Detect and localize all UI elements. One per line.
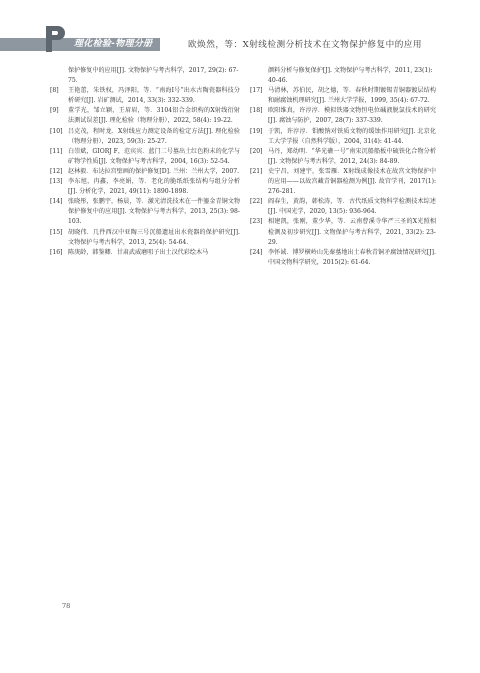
- reference-item: [8] 王艳蕾，朱铁权，冯泽阳，等．“南海Ⅰ号”出水古陶瓷器科技分析研究[J]. 岩矿测试，2014, 33(3): 332-339.: [50, 87, 240, 105]
- reference-item: [15] 胡晓伟．几件西汉中亚陶三号沉船遗址出水瓷器的保护研究[J]. 文物保护与考古科学，2013, 25(4): 54-64.: [50, 228, 240, 246]
- journal-logo-icon: [44, 26, 68, 52]
- running-title: 欧焕然，等：X射线检测分析技术在文物保护修复中的应用: [188, 40, 422, 50]
- reference-item: [14] 张晓彤，张鹏宇，杨晨，等．激光清洗技术在一件鎏金青铜文物保护修复中的应用[J]. 文物保护与考古科学，2013, 25(3): 98-103.: [50, 198, 240, 226]
- reference-item: [11] 白崇斌，GIORJ F，范宾宾．蓝门二号墓出土红色粉末的化学与矿物学性质[J]. 文物保护与考古科学，2004, 16(3): 52-54.: [50, 147, 240, 165]
- journal-logo-text: 理化检验-物理分册: [74, 39, 153, 49]
- page-number: 78: [62, 602, 71, 610]
- reference-continuation: 颜料分析与修复保护[J]. 文物保护与考古科学，2011, 23(1): 40-46.: [268, 67, 433, 85]
- reference-item: [21] 史宁昌，刘建宇，张雪雁．X射线成像技术在故宫文物保护中的应用——以故宫藏青铜器检测为例[J]. 故宫学刊，2017(1): 276-281.: [250, 167, 436, 196]
- reference-item: [20] 马丹，郑幼明．“华光礁一号”南宋沉船船板中硫铁化合物分析[J]. 文物保护与考古科学，2012, 24(3): 84-89.: [250, 147, 436, 165]
- reference-item: [13] 李东旭，冉鑫，李亮娟，等．老化的脆纸纸张结构与组分分析[J]. 分析化学，2021, 49(11): 1890-1898.: [50, 178, 240, 196]
- reference-item: [16] 陈庚龄，韩鉴卿．甘肃武威磨咀子出土汉代彩绘木马: [50, 248, 209, 256]
- reference-item: [10] 吕克茂，程时龙．X射线应力测定设备的检定方法[J]. 理化检验（物理分册），2023, 59(3): 25-27.: [50, 127, 240, 145]
- reference-continuation: 保护修复中的应用[J]. 文物保护与考古科学，2017, 29(2): 67-75.: [68, 67, 239, 85]
- references-left-column: [50, 66, 240, 258]
- references-right-column: [250, 66, 436, 268]
- reference-item: [19] 于凯，许淳淳．钼酸钠对铁质文物的缓蚀作用研究[J]. 北京化工大学学报（自然科学版），2004, 31(4): 41-44.: [250, 127, 436, 145]
- reference-item: [22] 阎春生，黄韵，韩松涛，等．古代纸质文物科学检测技术综述[J]. 中国光学，2020, 13(5): 936-964.: [250, 198, 436, 216]
- reference-item: [24] 李怀诚．博罗横岭山先秦墓地出土春秋青铜矛腐蚀情况研究[J]. 中国文物科学研究，2015(2): 61-64.: [250, 248, 436, 266]
- reference-item: [23] 相建凯，张刚，董少华，等．云南曹溪寺华严三圣的X光照相检测及初步研究[J]. 文物保护与考古科学，2021, 33(2): 23-29.: [250, 218, 436, 246]
- reference-item: [9] 董学光，邹立颖，王眉眉，等．3104铝合金织构的X射线衍射法测试误差[J]. 理化检验（物理分册），2022, 58(4): 19-22.: [50, 107, 240, 125]
- page-header: [0, 0, 480, 58]
- reference-item: [17] 马清林，苏伯民，胡之德，等．春秋时期镀锡青铜器镀层结构和耐腐蚀机理研究[J]. 兰州大学学报，1999, 35(4): 67-72.: [250, 87, 436, 105]
- reference-item: [12] 赵林毅．布达拉宫壁画的保护修复[D]. 兰州：兰州大学，2007.: [50, 167, 240, 175]
- reference-item: [18] 欧阳维真，许淳淳．模拟铁器文物恒电位碱液脱氯技术的研究[J]. 腐蚀与防护，2007, 28(7): 337-339.: [250, 107, 436, 125]
